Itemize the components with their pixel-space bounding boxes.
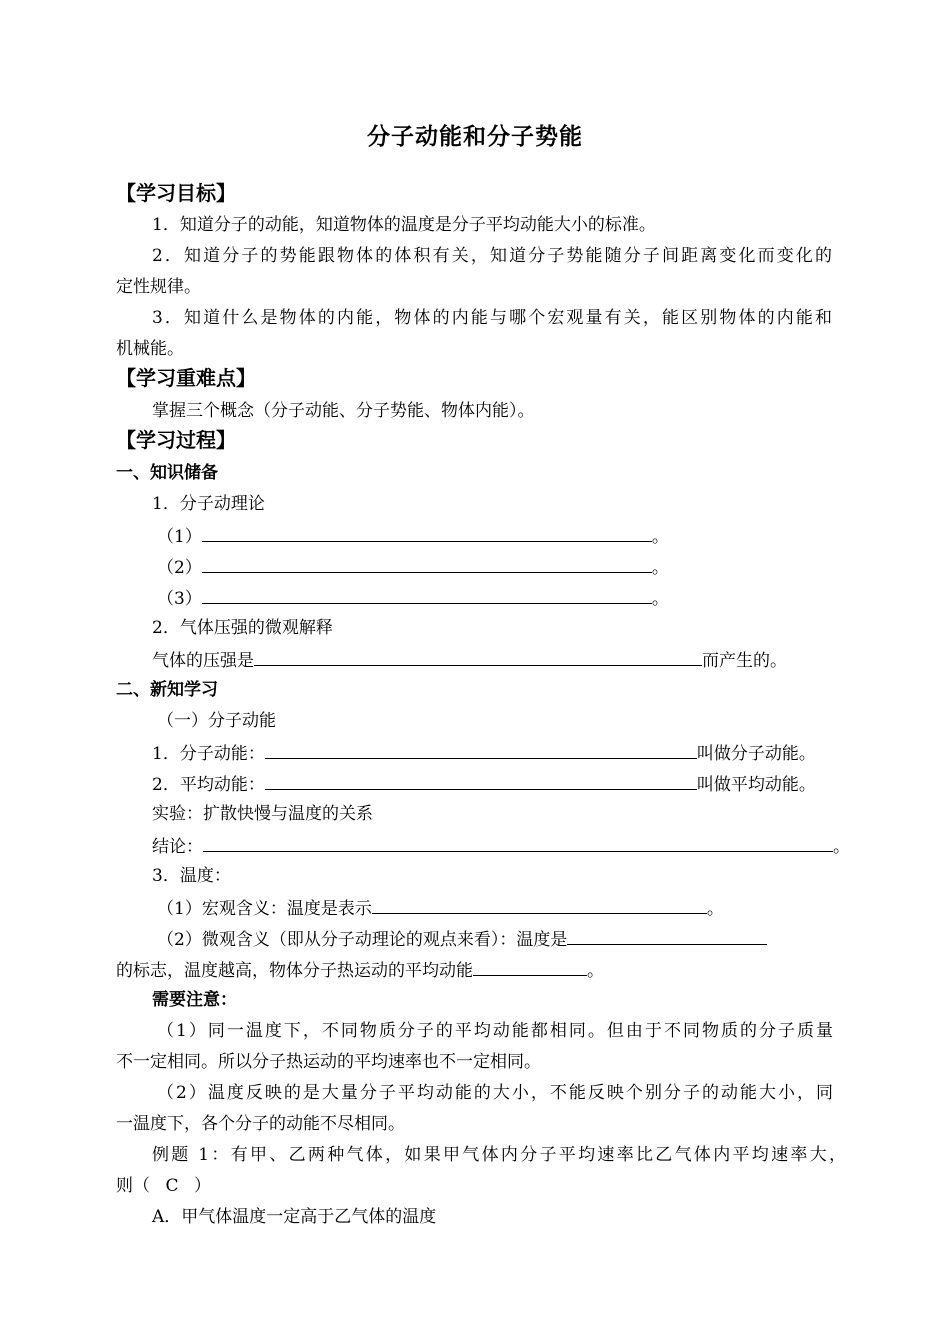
fill-blank[interactable]	[473, 957, 587, 976]
period: 。	[833, 837, 850, 857]
example-prefix: 则（	[116, 1176, 150, 1196]
period: 。	[651, 589, 669, 609]
micro-meaning-row	[157, 926, 950, 952]
molecular-ke-row	[152, 740, 950, 766]
fill-blank[interactable]	[567, 926, 767, 945]
note-1-line-2: 不一定相同。所以分子热运动的平均速率也不一定相同。	[116, 1052, 541, 1072]
period: 。	[651, 558, 669, 578]
objective-item-1: 1．知道分子的动能，知道物体的温度是分子平均动能大小的标准。	[152, 215, 656, 235]
fill-blank[interactable]	[203, 833, 833, 852]
micro-prefix: （2）微观含义（即从分子动理论的观点来看）：温度是	[157, 930, 568, 950]
objective-item-3: 3．知道什么是物体的内能，物体的内能与哪个宏观量有关，能区别物体的内能和	[152, 308, 832, 328]
example-suffix: ）	[194, 1176, 211, 1196]
gas-pressure-row	[152, 647, 950, 673]
example-1-answer-row	[116, 1174, 950, 1198]
note-1-line-1: （1）同一温度下，不同物质分子的平均动能都相同。但由于不同物质的分子质量	[157, 1021, 833, 1041]
experiment-text: 实验：扩散快慢与温度的关系	[152, 804, 373, 824]
fill-blank[interactable]	[372, 895, 707, 914]
fill-blank[interactable]	[265, 771, 697, 790]
section-heading-process: 【学习过程】	[116, 428, 236, 452]
blank-row-1	[157, 523, 950, 549]
blank-label: （1）	[157, 527, 202, 547]
macro-prefix: （1）宏观含义：温度是表示	[157, 899, 372, 919]
option-a: A．甲气体温度一定高于乙气体的温度	[152, 1207, 437, 1227]
conclusion-prefix: 结论：	[152, 837, 203, 857]
example-answer: C	[165, 1176, 179, 1196]
section-heading-objectives: 【学习目标】	[116, 181, 236, 205]
note-heading: 需要注意：	[152, 990, 237, 1010]
micro-meaning-row-cont	[116, 957, 950, 983]
note-2-line-2: 一温度下，各个分子的动能不尽相同。	[116, 1114, 405, 1134]
gas-pressure-label: 2．气体压强的微观解释	[152, 618, 333, 638]
fill-blank[interactable]	[254, 647, 702, 666]
avg-suffix: 叫做平均动能。	[696, 775, 816, 795]
section-heading-keypoints: 【学习重难点】	[116, 366, 256, 390]
pressure-suffix: 而产生的。	[702, 651, 787, 671]
part-heading-knowledge: 一、知识储备	[116, 463, 218, 483]
micro-line2-prefix: 的标志，温度越高，物体分子热运动的平均动能	[116, 961, 473, 981]
pressure-prefix: 气体的压强是	[152, 651, 254, 671]
fill-blank[interactable]	[202, 523, 652, 542]
blank-label: （2）	[157, 558, 202, 578]
temperature-label: 3．温度：	[152, 866, 231, 886]
period: 。	[706, 899, 724, 919]
average-ke-row	[152, 771, 950, 797]
avg-prefix: 2．平均动能：	[152, 775, 265, 795]
fill-blank[interactable]	[265, 740, 697, 759]
ke-prefix: 1．分子动能：	[152, 744, 265, 764]
macro-meaning-row	[157, 895, 950, 921]
fill-blank[interactable]	[202, 554, 652, 573]
note-2-line-1: （2）温度反映的是大量分子平均动能的大小，不能反映个别分子的动能大小，同	[157, 1083, 833, 1103]
subheading-molecular-ke: （一）分子动能	[157, 711, 276, 731]
document-title: 分子动能和分子势能	[367, 124, 583, 150]
objective-item-3-cont: 机械能。	[116, 339, 184, 359]
ke-suffix: 叫做分子动能。	[696, 744, 816, 764]
blank-row-3	[157, 585, 950, 611]
objective-item-2-cont: 定性规律。	[116, 277, 201, 297]
molecular-theory-label: 1．分子动理论	[152, 494, 265, 514]
part-heading-new-knowledge: 二、新知学习	[116, 680, 218, 700]
period: 。	[587, 961, 604, 981]
blank-row-2	[157, 554, 950, 580]
blank-label: （3）	[157, 589, 202, 609]
conclusion-row	[152, 833, 950, 859]
example-1-line-1: 例题 1：有甲、乙两种气体，如果甲气体内分子平均速率比乙气体内平均速率大，	[152, 1145, 846, 1165]
keypoints-text: 掌握三个概念（分子动能、分子势能、物体内能）。	[152, 401, 535, 421]
period: 。	[651, 527, 669, 547]
fill-blank[interactable]	[202, 585, 652, 604]
objective-item-2: 2．知道分子的势能跟物体的体积有关，知道分子势能随分子间距离变化而变化的	[152, 246, 832, 266]
